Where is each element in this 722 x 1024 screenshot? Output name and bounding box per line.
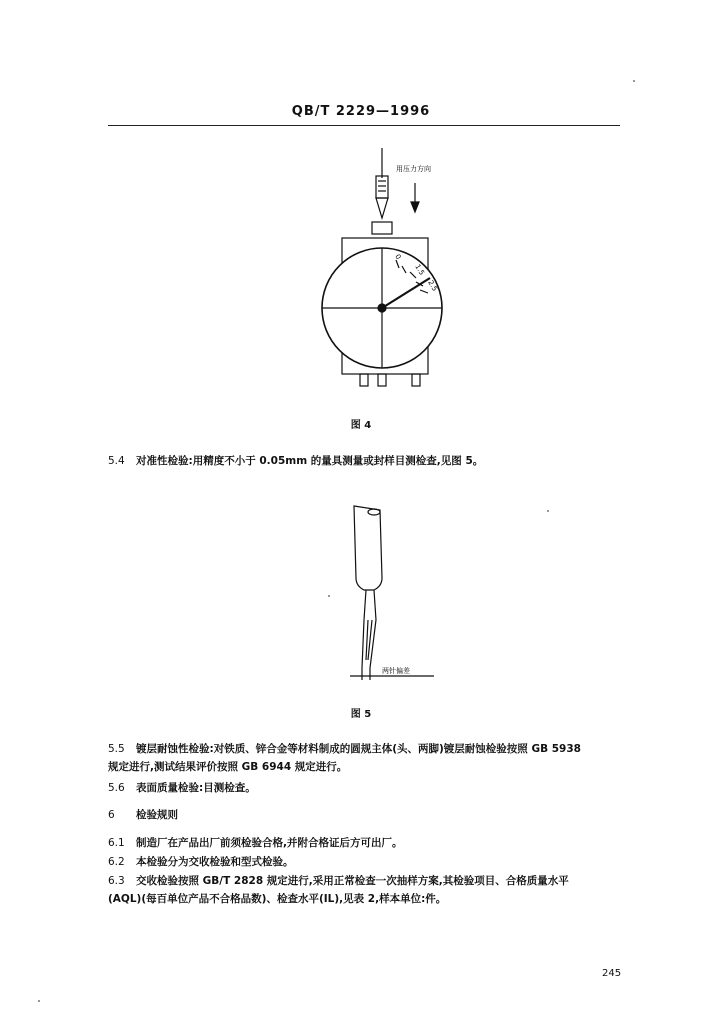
section-number: 6	[108, 809, 115, 821]
section-number: 5.4	[108, 455, 125, 467]
section-number: 5.6	[108, 782, 125, 794]
tip-label: 两针偏差	[382, 667, 410, 675]
section-number: 6.2	[108, 856, 125, 868]
section-6-1	[108, 834, 628, 852]
section-text-line2: 规定进行,测试结果评价按照 GB 6944 规定进行。	[108, 761, 348, 773]
compass-leg-right	[374, 590, 376, 620]
stem-head	[376, 176, 388, 198]
section-text-line2: (AQL)(每百单位产品不合格品数)、检查水平(IL),见表 2,样本单位:件。	[108, 893, 447, 905]
foot-right	[412, 374, 420, 386]
section-text: 制造厂在产品出厂前须检验合格,并附合格证后方可出厂。	[136, 837, 403, 849]
section-text-line1: 交收检验按照 GB/T 2828 规定进行,采用正常检查一次抽样方案,其检验项目、合格质量水平	[136, 875, 569, 887]
foot-middle	[378, 374, 386, 386]
section-text: 本检验分为交收检验和型式检验。	[136, 856, 294, 868]
scan-speck	[328, 595, 330, 597]
section-text: 对准性检验:用精度不小于 0.05mm 的量具测量或封样目测检查,见图 5。	[136, 455, 484, 467]
section-6-heading	[108, 806, 628, 824]
plunger-cap	[372, 222, 392, 234]
section-5-4	[108, 452, 628, 470]
stem-tip	[376, 198, 388, 218]
section-6-3	[108, 872, 628, 908]
scan-speck	[547, 510, 549, 512]
section-title: 检验规则	[136, 809, 178, 821]
scale-label-2: 2.5	[426, 279, 439, 293]
scale-label-1: 1.5	[413, 263, 426, 277]
section-number: 6.3	[108, 875, 125, 887]
figure-5-caption: 图 5	[350, 709, 372, 720]
compass-leg-left	[364, 590, 366, 620]
force-label: 用压力方向	[396, 165, 431, 173]
section-number: 5.5	[108, 743, 125, 755]
figure-5-compass	[340, 500, 440, 690]
section-5-5	[108, 740, 628, 776]
foot-left	[360, 374, 368, 386]
section-number: 6.1	[108, 837, 125, 849]
figure-4-caption: 图 4	[350, 420, 372, 431]
compass-head	[354, 506, 382, 590]
section-5-6	[108, 779, 628, 797]
section-text-line1: 镀层耐蚀性检验:对铁质、锌合金等材料制成的圆规主体(头、两脚)镀层耐蚀检验按照 GB 5938	[136, 743, 581, 755]
page-number: 245	[602, 968, 622, 979]
scan-speck	[38, 1000, 40, 1002]
section-6-2	[108, 853, 628, 871]
scan-speck	[633, 80, 635, 82]
page-header: QB/T 2229—1996	[291, 104, 431, 119]
header-rule	[108, 125, 620, 126]
section-text: 表面质量检验:目测检查。	[136, 782, 256, 794]
figure-4-dial-gauge	[320, 148, 470, 398]
compass-needle-left	[362, 620, 364, 668]
scale-label-0: 0	[393, 253, 403, 261]
force-arrow-head	[411, 202, 419, 212]
